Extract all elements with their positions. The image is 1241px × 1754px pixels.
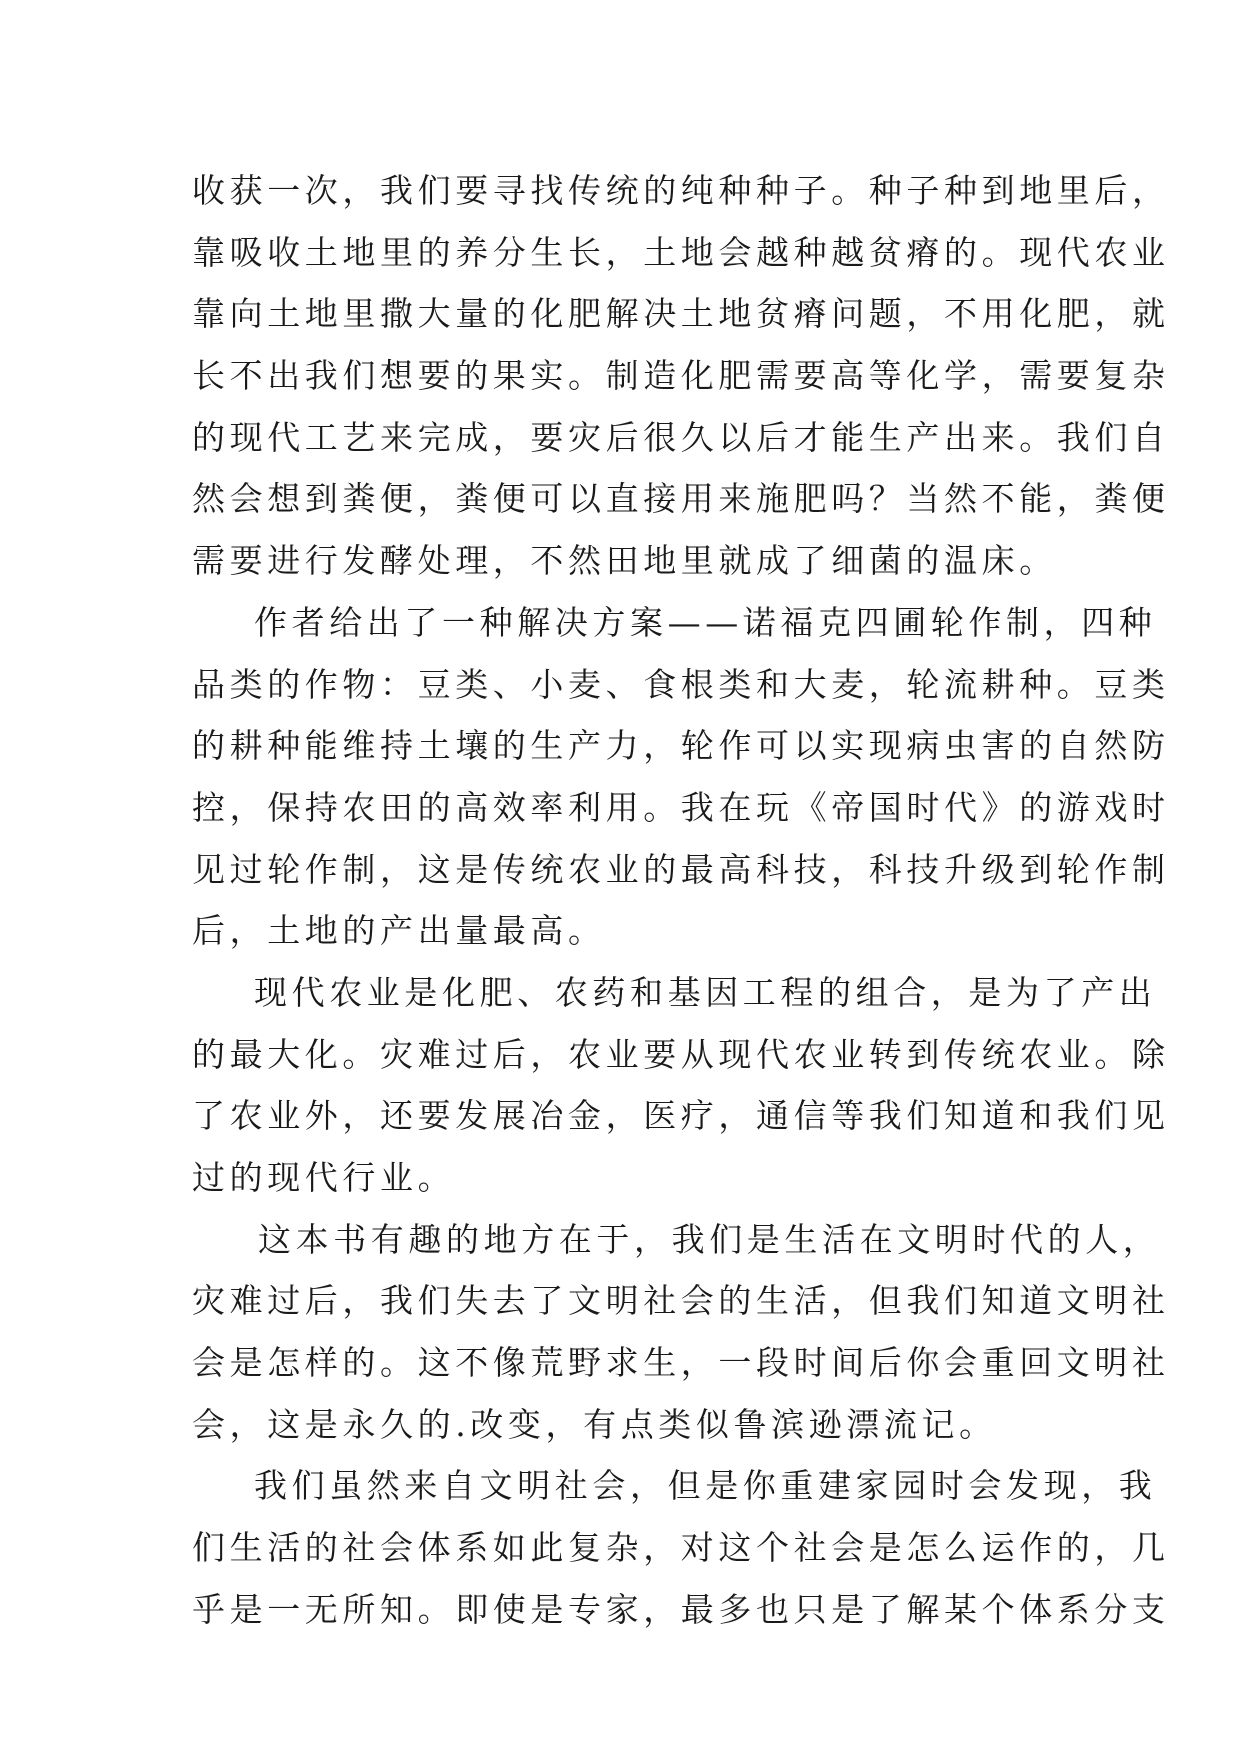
text-line: 了农业外，还要发展冶金，医疗，通信等我们知道和我们见 xyxy=(192,1096,1170,1136)
paragraph-start-line: 现代农业是化肥、农药和基因工程的组合，是为了产出 xyxy=(254,972,1157,1012)
paragraph-start-line: 我们虽然来自文明社会，但是你重建家园时会发现，我 xyxy=(254,1466,1157,1506)
text-line: 们生活的社会体系如此复杂，对这个社会是怎么运作的，几 xyxy=(192,1528,1170,1568)
paragraph-start-line: 这本书有趣的地方在于，我们是生活在文明时代的人， xyxy=(258,1219,1161,1259)
text-line: 靠向土地里撒大量的化肥解决土地贫瘠问题，不用化肥，就 xyxy=(192,294,1170,334)
text-line: 的耕种能维持土壤的生产力，轮作可以实现病虫害的自然防 xyxy=(192,726,1170,766)
text-line: 收获一次，我们要寻找传统的纯种种子。种子种到地里后， xyxy=(192,171,1170,210)
text-line: 乎是一无所知。即使是专家，最多也只是了解某个体系分支 xyxy=(192,1589,1170,1629)
text-line: 控，保持农田的高效率利用。我在玩《帝国时代》的游戏时 xyxy=(192,787,1170,827)
text-line: 然会想到粪便，粪便可以直接用来施肥吗？当然不能，粪便 xyxy=(192,479,1170,519)
text-line: 的现代工艺来完成，要灾后很久以后才能生产出来。我们自 xyxy=(192,417,1170,457)
text-line: 需要进行发酵处理，不然田地里就成了细菌的温床。 xyxy=(192,541,1057,581)
paragraph-start-line: 作者给出了一种解决方案——诺福克四圃轮作制，四种 xyxy=(254,602,1157,642)
text-line: 见过轮作制，这是传统农业的最高科技，科技升级到轮作制 xyxy=(192,849,1170,889)
text-line: 会是怎样的。这不像荒野求生，一段时间后你会重回文明社 xyxy=(192,1343,1170,1383)
text-line: 会，这是永久的.改变，有点类似鲁滨逊漂流记。 xyxy=(192,1404,997,1444)
text-line: 灾难过后，我们失去了文明社会的生活，但我们知道文明社 xyxy=(192,1281,1170,1321)
text-line: 品类的作物：豆类、小麦、食根类和大麦，轮流耕种。豆类 xyxy=(192,664,1170,704)
text-line: 过的现代行业。 xyxy=(192,1158,456,1197)
text-line: 靠吸收土地里的养分生长，土地会越种越贫瘠的。现代农业 xyxy=(192,232,1170,272)
text-line: 后，土地的产出量最高。 xyxy=(192,911,606,951)
text-line: 长不出我们想要的果实。制造化肥需要高等化学，需要复杂 xyxy=(192,356,1170,396)
text-line: 的最大化。灾难过后，农业要从现代农业转到传统农业。除 xyxy=(192,1034,1170,1074)
body-text xyxy=(192,160,1170,1641)
